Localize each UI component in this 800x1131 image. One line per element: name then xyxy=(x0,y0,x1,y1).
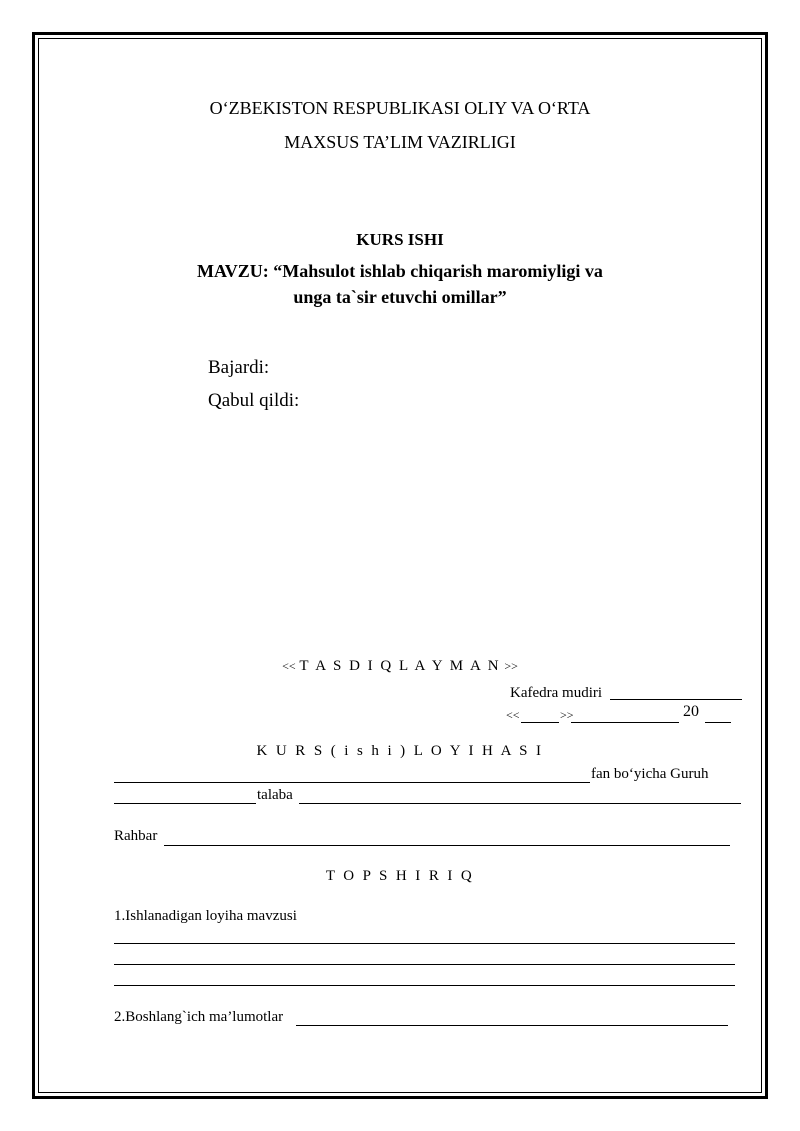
assignment-line-3 xyxy=(114,985,735,986)
topic-line-2: unga ta`sir etuvchi omillar” xyxy=(293,287,507,307)
date-open-quote: << xyxy=(506,708,520,722)
student-label: talaba xyxy=(257,787,293,803)
supervisor-line xyxy=(164,845,730,846)
assignment-line-1 xyxy=(114,943,735,944)
page-border-inner xyxy=(38,38,762,1093)
date-close-quote: >> xyxy=(560,708,574,722)
accepted-by-label: Qabul qildi: xyxy=(208,390,300,411)
approval-stamp xyxy=(0,658,800,675)
head-of-dept-signature-line xyxy=(610,699,742,700)
head-of-dept-label: Kafedra mudiri xyxy=(510,685,603,701)
date-month-line xyxy=(571,722,679,723)
approval-text: T A S D I Q L A Y M A N xyxy=(299,658,501,674)
supervisor-label: Rahbar xyxy=(114,828,158,844)
approval-close-quote: >> xyxy=(504,659,518,673)
approval-open-quote: << xyxy=(282,659,296,673)
initial-data-line xyxy=(296,1025,728,1026)
assignment-item-2: 2.Boshlang`ich ma’lumotlar xyxy=(114,1009,284,1025)
group-line xyxy=(114,803,256,804)
student-name-line xyxy=(299,803,741,804)
date-year-line xyxy=(705,722,731,723)
project-heading: K U R S ( i s h i ) L O Y I H A S I xyxy=(256,743,544,759)
subject-line xyxy=(114,782,590,783)
date-day-line xyxy=(521,722,559,723)
subject-group-label: fan bo‘yicha Guruh xyxy=(591,766,709,782)
date-year-prefix: 20 xyxy=(683,703,699,720)
work-type-title: KURS ISHI xyxy=(356,230,444,249)
topic-line-1: MAVZU: “Mahsulot ishlab chiqarish maromiyligi va xyxy=(197,261,603,281)
assignment-line-2 xyxy=(114,964,735,965)
assignment-item-1: 1.Ishlanadigan loyiha mavzusi xyxy=(114,908,297,924)
ministry-line-2: MAXSUS TA’LIM VAZIRLIGI xyxy=(284,132,516,152)
assignment-heading: T O P S H I R I Q xyxy=(325,868,475,884)
done-by-label: Bajardi: xyxy=(208,357,270,378)
ministry-line-1: O‘ZBEKISTON RESPUBLIKASI OLIY VA O‘RTA xyxy=(209,98,591,118)
